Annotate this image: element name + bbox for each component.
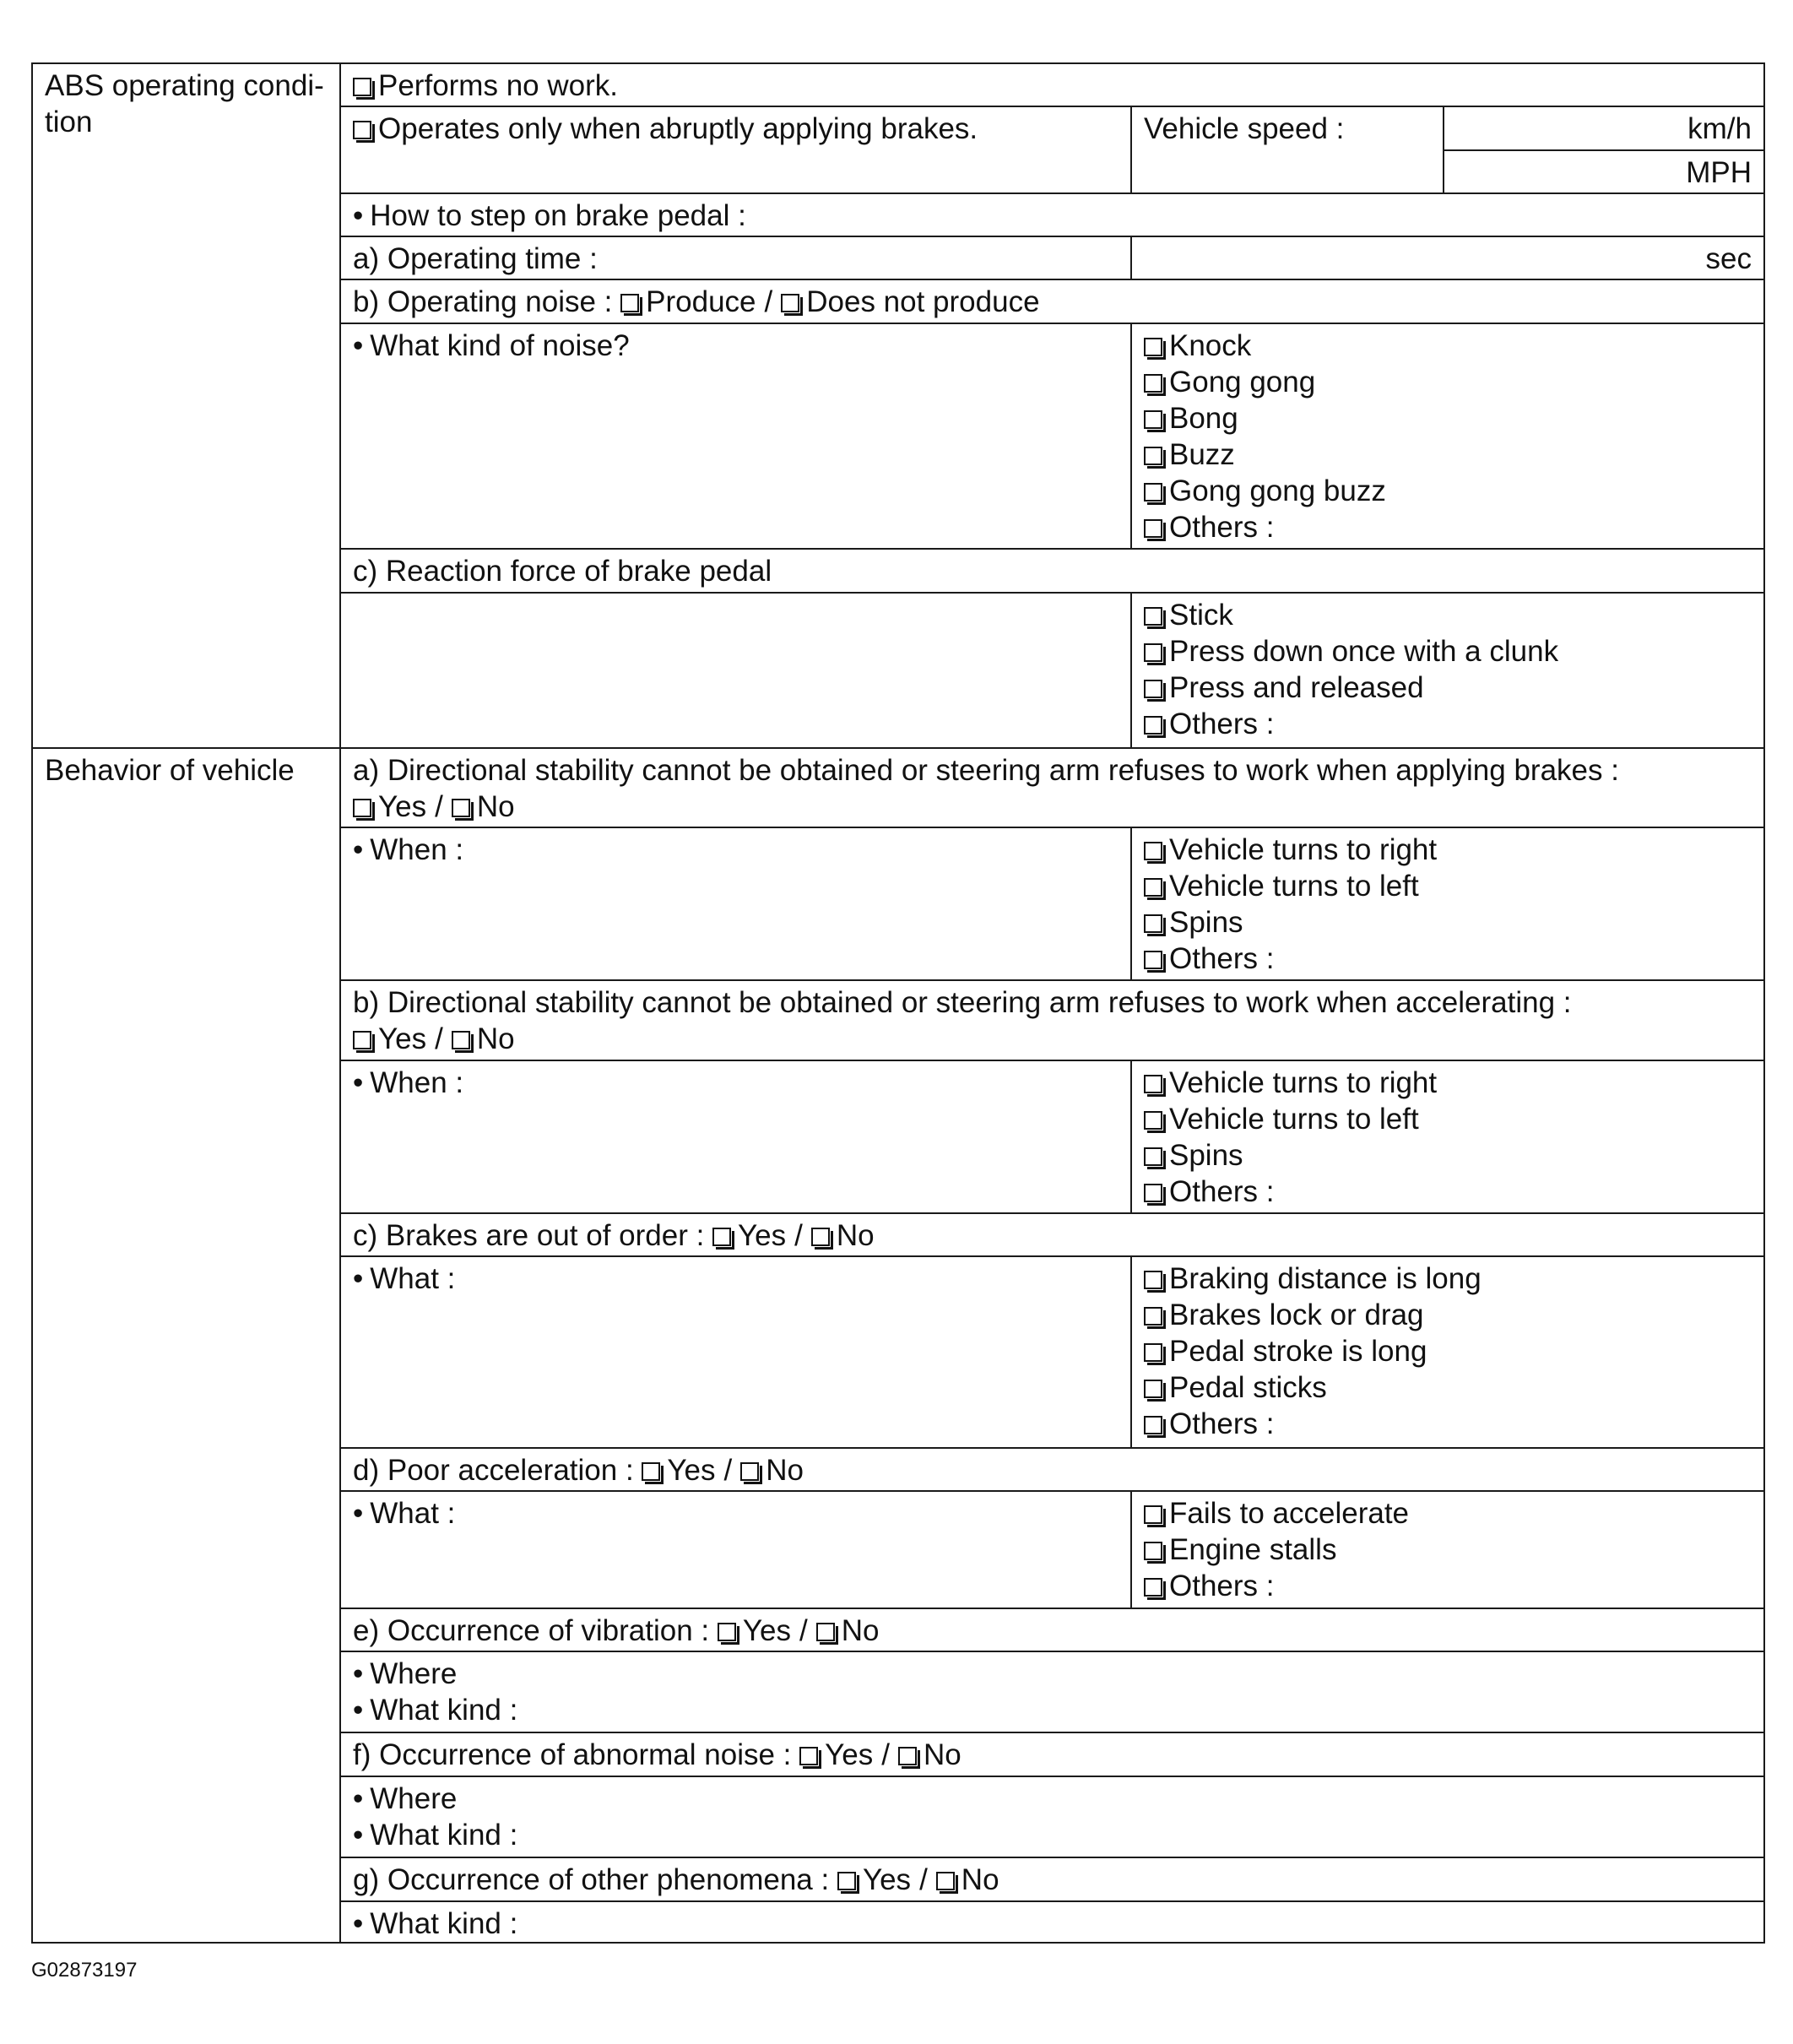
- how-to-step-row: [340, 193, 1764, 236]
- figure-id: G02873197: [31, 1959, 138, 1982]
- when-label: When :: [370, 833, 464, 867]
- when-option[interactable]: [1144, 1137, 1752, 1174]
- option-label: Stick: [1169, 598, 1233, 632]
- bullet: •: [353, 328, 364, 362]
- accel-option[interactable]: [1144, 1568, 1752, 1604]
- checkbox-icon[interactable]: [1144, 483, 1162, 502]
- option-label: Others :: [1169, 1407, 1275, 1441]
- checkbox-icon[interactable]: [1144, 1542, 1162, 1560]
- noise-option[interactable]: [1144, 436, 1752, 473]
- bullet: •: [353, 1781, 364, 1815]
- option-label: Others :: [1169, 1174, 1275, 1208]
- when-label: When :: [370, 1065, 464, 1099]
- behavior-e-label: e) Occurrence of vibration :: [353, 1613, 710, 1647]
- operates-abruptly-label: Operates only when abruptly applying brakes.: [378, 112, 978, 146]
- option-label: Braking distance is long: [1169, 1262, 1482, 1296]
- reaction-option[interactable]: [1144, 670, 1752, 706]
- checkbox-icon[interactable]: [1144, 914, 1162, 933]
- yes-option: Yes: [742, 1613, 791, 1647]
- when-row-a: [340, 827, 1131, 980]
- behavior-f-row: [340, 1732, 1764, 1776]
- section-label-abs: ABS operating condi- tion: [32, 63, 340, 748]
- option-label: Others :: [1169, 942, 1275, 976]
- when-options-a: [1131, 827, 1764, 980]
- option-label: Vehicle turns to right: [1169, 1065, 1438, 1099]
- no-option: No: [476, 789, 515, 823]
- unit-sec: sec: [1705, 242, 1752, 276]
- where-label: Where: [370, 1656, 458, 1690]
- behavior-f-label: f) Occurrence of abnormal noise :: [353, 1738, 792, 1772]
- when-options-b: [1131, 1060, 1764, 1213]
- checkbox-icon[interactable]: [936, 1872, 955, 1890]
- operates-abruptly-row: [340, 106, 1131, 193]
- reaction-force-label: c) Reaction force of brake pedal: [340, 549, 1764, 592]
- what-kind-label: What kind :: [370, 1818, 518, 1852]
- no-option: No: [766, 1453, 804, 1487]
- checkbox-icon[interactable]: [1144, 1416, 1162, 1434]
- no-option: No: [841, 1613, 880, 1647]
- noise-kind-label: What kind of noise?: [370, 328, 630, 362]
- no-option: No: [836, 1218, 875, 1252]
- option-label: Brakes lock or drag: [1169, 1299, 1424, 1332]
- what-kind-label: What kind :: [370, 1906, 518, 1940]
- reaction-option[interactable]: [1144, 597, 1752, 633]
- yes-option: Yes: [378, 1022, 427, 1056]
- noise-option[interactable]: [1144, 509, 1752, 545]
- yes-option: Yes: [738, 1218, 787, 1252]
- option-label: Pedal stroke is long: [1169, 1335, 1427, 1369]
- checkbox-icon[interactable]: [781, 294, 799, 312]
- bullet: •: [353, 1065, 364, 1099]
- what-row-d: [340, 1491, 1131, 1608]
- yes-option: Yes: [862, 1863, 912, 1897]
- checkbox-icon[interactable]: [1144, 1380, 1162, 1398]
- behavior-g-row: [340, 1857, 1764, 1900]
- checkbox-icon[interactable]: [712, 1228, 731, 1246]
- checkbox-icon[interactable]: [452, 799, 470, 817]
- no-option: No: [923, 1738, 962, 1772]
- section-label-behavior: Behavior of vehicle: [32, 748, 340, 1943]
- performs-no-work-label: Performs no work.: [378, 69, 618, 102]
- checkbox-icon[interactable]: [1144, 951, 1162, 969]
- option-label: Others :: [1169, 1569, 1275, 1602]
- bullet: •: [353, 1818, 364, 1852]
- vibration-details: [340, 1651, 1764, 1733]
- when-option[interactable]: [1144, 832, 1752, 868]
- option-label: Gong gong buzz: [1169, 474, 1386, 507]
- checkbox-icon[interactable]: [1144, 607, 1162, 626]
- option-label: Knock: [1169, 328, 1252, 362]
- slash: /: [794, 1218, 803, 1252]
- checkbox-icon[interactable]: [353, 1031, 371, 1049]
- performs-no-work-row: [340, 63, 1764, 106]
- option-label: Engine stalls: [1169, 1532, 1337, 1566]
- checkbox-icon[interactable]: [898, 1747, 917, 1765]
- option-label: Press and released: [1169, 670, 1424, 704]
- reaction-option[interactable]: [1144, 633, 1752, 670]
- checkbox-icon[interactable]: [1144, 1343, 1162, 1362]
- noise-options: [1131, 323, 1764, 550]
- bullet: •: [353, 1906, 364, 1940]
- behavior-c-row: [340, 1213, 1764, 1256]
- when-option[interactable]: [1144, 1065, 1752, 1101]
- slash: /: [435, 1022, 443, 1056]
- yes-option: Yes: [378, 789, 427, 823]
- option-label: Spins: [1169, 1138, 1243, 1172]
- slash: /: [919, 1863, 928, 1897]
- option-label: Vehicle turns to right: [1169, 833, 1438, 867]
- speed-mph-field[interactable]: [1444, 150, 1764, 193]
- accel-option[interactable]: [1144, 1532, 1752, 1568]
- brake-option[interactable]: [1144, 1261, 1752, 1297]
- behavior-b-label: b) Directional stability cannot be obtained or steering arm refuses to work when accelerating :: [353, 986, 1572, 1020]
- operating-noise-label: b) Operating noise :: [353, 285, 613, 319]
- vehicle-speed-label: Vehicle speed :: [1131, 106, 1444, 193]
- option-label: Fails to accelerate: [1169, 1496, 1410, 1530]
- option-label: Vehicle turns to left: [1169, 1102, 1419, 1136]
- checkbox-icon[interactable]: [1144, 1111, 1162, 1130]
- when-option[interactable]: [1144, 868, 1752, 904]
- checkbox-icon[interactable]: [353, 121, 371, 139]
- how-to-step-label: How to step on brake pedal :: [370, 198, 746, 232]
- other-phenomena-details: [340, 1901, 1764, 1943]
- behavior-d-row: [340, 1448, 1764, 1491]
- what-row-c: [340, 1256, 1131, 1447]
- checkbox-icon[interactable]: [799, 1747, 818, 1765]
- when-row-b: [340, 1060, 1131, 1213]
- option-label: Bong: [1169, 401, 1238, 435]
- behavior-b-row: [340, 980, 1764, 1060]
- checkbox-icon[interactable]: [1144, 338, 1162, 356]
- operating-noise-row: [340, 279, 1764, 323]
- reaction-option[interactable]: [1144, 706, 1752, 742]
- no-option: No: [476, 1022, 515, 1056]
- behavior-a-row: [340, 748, 1764, 828]
- checkbox-icon[interactable]: [837, 1872, 856, 1890]
- accel-option[interactable]: [1144, 1495, 1752, 1532]
- bullet: •: [353, 1262, 364, 1296]
- checkbox-icon[interactable]: [353, 799, 371, 817]
- bullet: •: [353, 1693, 364, 1727]
- slash: /: [881, 1738, 890, 1772]
- option-label: Gong gong: [1169, 365, 1316, 398]
- no-option: No: [961, 1863, 999, 1897]
- checkbox-icon[interactable]: [1144, 1578, 1162, 1597]
- slash: /: [799, 1613, 808, 1647]
- what-label: What :: [370, 1262, 456, 1296]
- what-label: What :: [370, 1496, 456, 1530]
- abnormal-noise-details: [340, 1776, 1764, 1858]
- bullet: •: [353, 1496, 364, 1530]
- speed-kmh-field[interactable]: [1444, 106, 1764, 149]
- does-not-produce-option: Does not produce: [806, 285, 1040, 319]
- unit-kmh: km/h: [1687, 112, 1752, 146]
- option-label: Others :: [1169, 510, 1275, 544]
- bullet: •: [353, 198, 364, 232]
- where-label: Where: [370, 1781, 458, 1815]
- checkbox-icon[interactable]: [1144, 1271, 1162, 1289]
- behavior-e-row: [340, 1608, 1764, 1651]
- option-label: Pedal sticks: [1169, 1371, 1327, 1405]
- behavior-d-label: d) Poor acceleration :: [353, 1453, 634, 1487]
- behavior-a-label: a) Directional stability cannot be obtained or steering arm refuses to work when applying brakes :: [353, 753, 1619, 787]
- checkbox-icon[interactable]: [1144, 842, 1162, 860]
- yes-option: Yes: [825, 1738, 874, 1772]
- brake-option[interactable]: [1144, 1406, 1752, 1442]
- produce-option: Produce: [646, 285, 756, 319]
- checkbox-icon[interactable]: [452, 1031, 470, 1049]
- option-label: Buzz: [1169, 437, 1235, 471]
- checkbox-icon[interactable]: [718, 1623, 736, 1641]
- checkbox-icon[interactable]: [1144, 410, 1162, 429]
- bullet: •: [353, 1656, 364, 1690]
- behavior-c-label: c) Brakes are out of order :: [353, 1218, 705, 1252]
- brake-option[interactable]: [1144, 1297, 1752, 1333]
- checkbox-icon[interactable]: [1144, 716, 1162, 735]
- bullet: •: [353, 833, 364, 867]
- checkbox-icon[interactable]: [353, 78, 371, 96]
- reaction-options: [1131, 593, 1764, 748]
- checkbox-icon[interactable]: [811, 1228, 830, 1246]
- checkbox-icon[interactable]: [740, 1462, 759, 1481]
- option-label: Others :: [1169, 707, 1275, 740]
- when-option[interactable]: [1144, 1174, 1752, 1210]
- checkbox-icon[interactable]: [816, 1623, 835, 1641]
- unit-mph: MPH: [1686, 155, 1752, 189]
- option-label: Vehicle turns to left: [1169, 870, 1419, 903]
- noise-option[interactable]: [1144, 473, 1752, 509]
- reaction-force-blank: [340, 593, 1131, 748]
- when-option[interactable]: [1144, 1101, 1752, 1137]
- operating-time-field[interactable]: [1131, 236, 1764, 279]
- accel-options: [1131, 1491, 1764, 1608]
- when-option[interactable]: [1144, 941, 1752, 977]
- checkbox-icon[interactable]: [1144, 374, 1162, 393]
- slash: /: [764, 285, 773, 319]
- when-option[interactable]: [1144, 904, 1752, 941]
- noise-option[interactable]: [1144, 364, 1752, 400]
- checkbox-icon[interactable]: [642, 1462, 660, 1481]
- brake-option[interactable]: [1144, 1369, 1752, 1406]
- checkbox-icon[interactable]: [1144, 447, 1162, 465]
- slash: /: [723, 1453, 733, 1487]
- option-label: Spins: [1169, 906, 1243, 940]
- behavior-g-label: g) Occurrence of other phenomena :: [353, 1863, 830, 1897]
- brake-options: [1131, 1256, 1764, 1447]
- checkbox-icon[interactable]: [1144, 1184, 1162, 1202]
- checkbox-icon[interactable]: [1144, 519, 1162, 538]
- noise-option[interactable]: [1144, 328, 1752, 364]
- checkbox-icon[interactable]: [1144, 1307, 1162, 1326]
- checkbox-icon[interactable]: [1144, 680, 1162, 698]
- yes-option: Yes: [667, 1453, 716, 1487]
- abs-diagnosis-form: [31, 62, 1765, 1944]
- brake-option[interactable]: [1144, 1333, 1752, 1369]
- slash: /: [435, 789, 443, 823]
- checkbox-icon[interactable]: [1144, 1147, 1162, 1166]
- checkbox-icon[interactable]: [1144, 1505, 1162, 1524]
- noise-option[interactable]: [1144, 400, 1752, 436]
- checkbox-icon[interactable]: [620, 294, 639, 312]
- option-label: Press down once with a clunk: [1169, 634, 1559, 668]
- checkbox-icon[interactable]: [1144, 878, 1162, 897]
- operating-time-label: a) Operating time :: [340, 236, 1131, 279]
- checkbox-icon[interactable]: [1144, 643, 1162, 662]
- noise-kind-row: [340, 323, 1131, 550]
- checkbox-icon[interactable]: [1144, 1075, 1162, 1093]
- what-kind-label: What kind :: [370, 1693, 518, 1727]
